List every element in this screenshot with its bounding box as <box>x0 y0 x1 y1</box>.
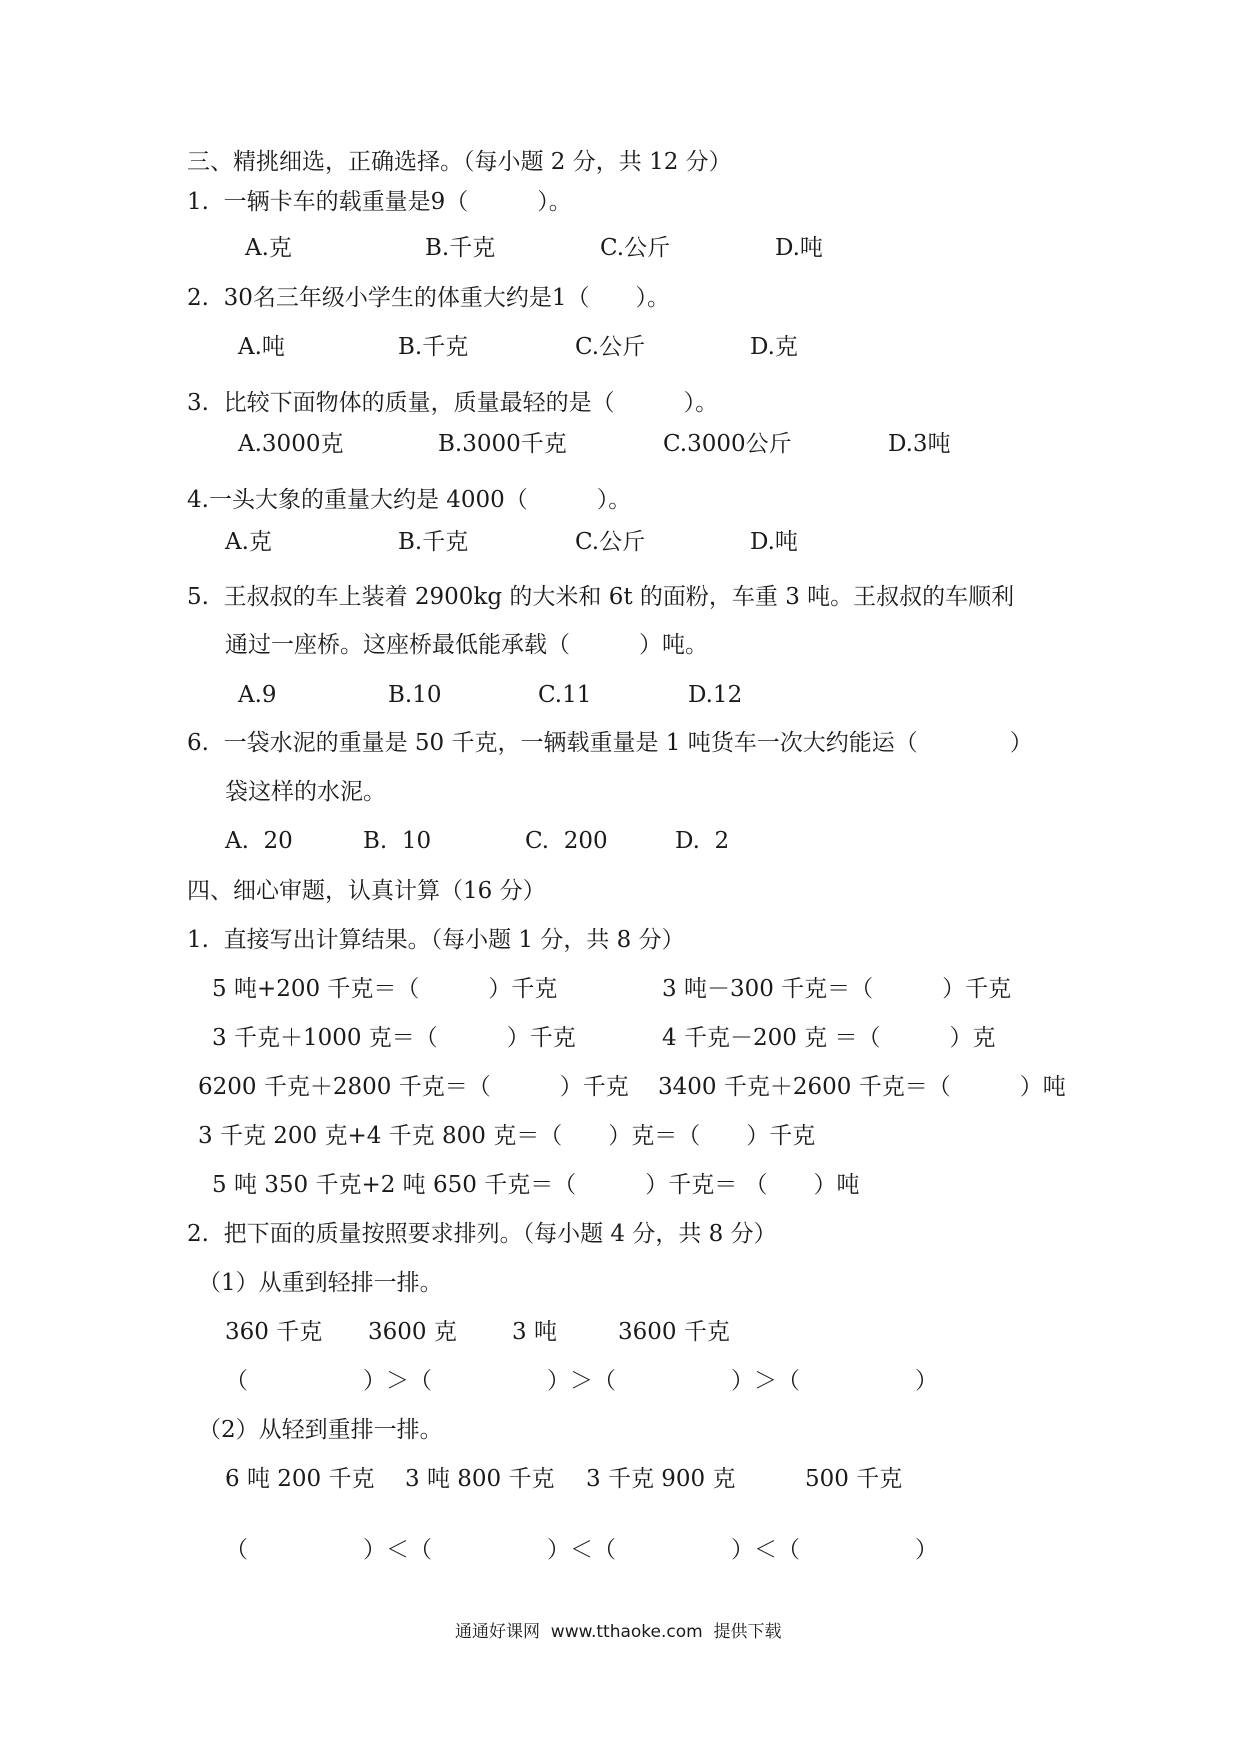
order-part2-item-2: 3 吨 800 千克 <box>405 1466 555 1492</box>
q1-option-b: B.千克 <box>425 235 496 261</box>
q4-option-d: D.吨 <box>750 529 798 555</box>
question-2: 2. 30名三年级小学生的体重大约是1（ ）。 <box>187 285 670 311</box>
order-part2-item-3: 3 千克 900 克 <box>586 1466 736 1492</box>
order-title: 2. 把下面的质量按照要求排列。（每小题 4 分，共 8 分） <box>187 1221 777 1247</box>
q6-option-b: B. 10 <box>363 828 432 854</box>
order-part2-answer: （ ）＜（ ）＜（ ）＜（ ） <box>225 1537 938 1563</box>
question-1: 1. 一辆卡车的载重量是9（ ）。 <box>187 189 572 215</box>
q6-option-a: A. 20 <box>225 828 293 854</box>
section4-heading: 四、细心审题，认真计算（16 分） <box>187 878 546 904</box>
order-part1-item-4: 3600 千克 <box>618 1319 730 1345</box>
q4-option-b: B.千克 <box>398 529 469 555</box>
q1-option-a: A.克 <box>245 235 292 261</box>
section3-heading: 三、精挑细选，正确选择。（每小题 2 分，共 12 分） <box>187 149 732 175</box>
q6-option-c: C. 200 <box>525 828 608 854</box>
q6-option-d: D. 2 <box>675 828 730 854</box>
calc-4: 4 千克－200 克 ＝（ ）克 <box>662 1025 996 1051</box>
calc-3: 3 千克＋1000 克＝（ ）千克 <box>212 1025 576 1051</box>
q5-option-a: A.9 <box>238 682 277 708</box>
footer-source: 通通好课网 www.tthaoke.com 提供下载 <box>455 1622 782 1642</box>
q4-option-c: C.公斤 <box>575 529 646 555</box>
q3-option-c: C.3000公斤 <box>663 431 792 457</box>
order-part2-item-1: 6 吨 200 千克 <box>225 1466 375 1492</box>
order-part1-item-3: 3 吨 <box>512 1319 557 1345</box>
q2-option-c: C.公斤 <box>575 334 646 360</box>
q3-option-d: D.3吨 <box>888 431 951 457</box>
calc-title: 1. 直接写出计算结果。（每小题 1 分，共 8 分） <box>187 927 685 953</box>
q4-option-a: A.克 <box>225 529 272 555</box>
calc-2: 3 吨－300 千克＝（ ）千克 <box>662 976 1012 1002</box>
q5-option-c: C.11 <box>538 682 592 708</box>
q2-option-d: D.克 <box>750 334 798 360</box>
order-part2-title: （2）从轻到重排一排。 <box>198 1417 443 1443</box>
question-5-line-1: 5. 王叔叔的车上装着 2900kg 的大米和 6t 的面粉，车重 3 吨。王叔叔的车顺利 <box>187 584 1015 610</box>
q5-option-b: B.10 <box>388 682 442 708</box>
q1-option-d: D.吨 <box>775 235 823 261</box>
q3-option-b: B.3000千克 <box>438 431 567 457</box>
question-6-line-2: 袋这样的水泥。 <box>225 779 386 805</box>
q2-option-b: B.千克 <box>398 334 469 360</box>
q1-option-c: C.公斤 <box>600 235 671 261</box>
question-5-line-2: 通过一座桥。这座桥最低能承载（ ）吨。 <box>225 632 708 658</box>
calc-5: 6200 千克＋2800 千克＝（ ）千克 <box>198 1074 629 1100</box>
calc-6: 3400 千克＋2600 千克＝（ ）吨 <box>658 1074 1066 1100</box>
order-part2-item-4: 500 千克 <box>805 1466 903 1492</box>
calc-1: 5 吨+200 千克＝（ ）千克 <box>212 976 558 1002</box>
q3-option-a: A.3000克 <box>238 431 344 457</box>
calc-8: 5 吨 350 千克+2 吨 650 千克＝（ ）千克＝ （ ）吨 <box>212 1172 860 1198</box>
q2-option-a: A.吨 <box>238 334 285 360</box>
question-6-line-1: 6. 一袋水泥的重量是 50 千克，一辆载重量是 1 吨货车一次大约能运（ ） <box>187 730 1033 756</box>
question-3: 3. 比较下面物体的质量，质量最轻的是（ ）。 <box>187 390 719 416</box>
question-4: 4.一头大象的重量大约是 4000（ ）。 <box>187 487 632 513</box>
q5-option-d: D.12 <box>688 682 743 708</box>
order-part1-answer: （ ）＞（ ）＞（ ）＞（ ） <box>225 1368 938 1394</box>
order-part1-title: （1）从重到轻排一排。 <box>198 1270 443 1296</box>
calc-7: 3 千克 200 克+4 千克 800 克＝（ ）克＝（ ）千克 <box>198 1123 816 1149</box>
order-part1-item-2: 3600 克 <box>368 1319 457 1345</box>
order-part1-item-1: 360 千克 <box>225 1319 323 1345</box>
